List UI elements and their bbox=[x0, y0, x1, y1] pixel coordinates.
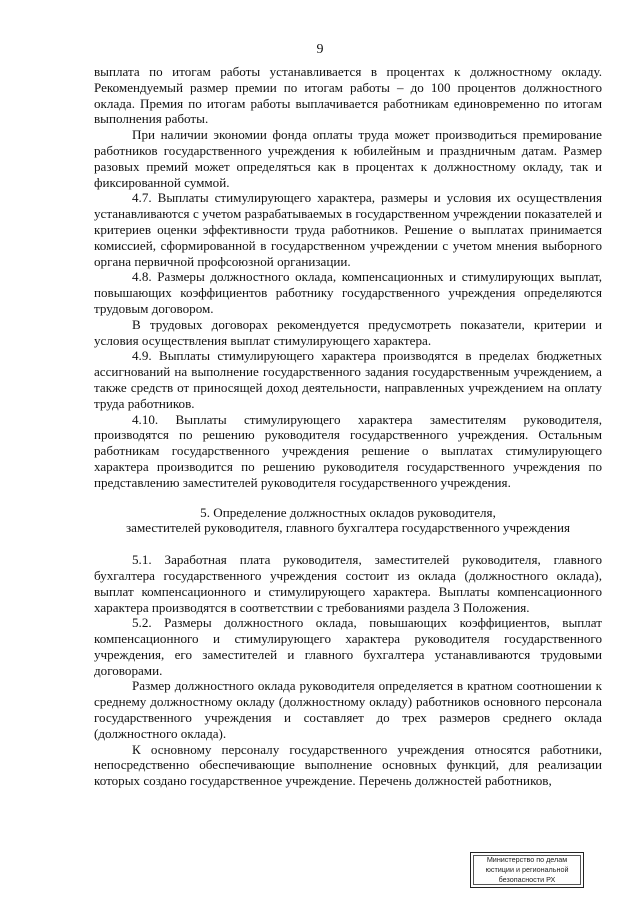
section-heading-line: 5. Определение должностных окладов руководителя, bbox=[200, 504, 496, 520]
paragraph: При наличии экономии фонда оплаты труда может производиться премирование работников государственного учреждения к юбилейным и праздничным датам. Размер разовых премий может определяться как в процентах к должностному окладу, так и фиксированной суммой. bbox=[94, 127, 602, 190]
stamp-line: юстиции и региональной bbox=[485, 865, 569, 874]
paragraph: В трудовых договорах рекомендуется предусмотреть показатели, критерии и условия осуществления выплат стимулирующего характера. bbox=[94, 316, 602, 348]
paragraph: 5.2. Размеры должностного оклада, повышающих коэффициентов, выплат компенсационного и стимулирующего характера руководителя государственного учреждения, его заместителей и главного бухгалтера устанавливаются трудовыми договорами. bbox=[94, 615, 602, 678]
ministry-stamp bbox=[470, 852, 584, 888]
paragraph: К основному персоналу государственного учреждения относятся работники, непосредственно обеспечивающие выполнение основных функций, для реализации которых создано государственное учреждение. Перечень должностей работников, bbox=[94, 741, 602, 789]
document-body bbox=[94, 64, 602, 789]
paragraph: Размер должностного оклада руководителя определяется в кратном соотношении к среднему должностному окладу (должностному окладу) работников основного персонала государственного учреждения и составляет до трех размеров среднего оклада (должностного оклада). bbox=[94, 678, 602, 741]
paragraph: 4.9. Выплаты стимулирующего характера производятся в пределах бюджетных ассигнований на выполнение государственного задания государственным учреждением, а также средств от приносящей доход деятельности, направленных учреждением на оплату труда работников. bbox=[94, 348, 602, 411]
stamp-line: Министерство по делам bbox=[486, 855, 568, 864]
paragraph: 4.8. Размеры должностного оклада, компенсационных и стимулирующих выплат, повышающих коэффициентов работнику государственного учреждения определяются трудовым договором. bbox=[94, 269, 602, 316]
section-heading bbox=[94, 505, 602, 537]
paragraph: 5.1. Заработная плата руководителя, заместителей руководителя, главного бухгалтера государственного учреждения состоит из оклада (должностного оклада), выплат компенсационного и стимулирующего характера. Выплаты компенсационного характера производятся в соответствии с требованиями раздела 3 Положения. bbox=[94, 552, 602, 615]
section-heading-line: заместителей руководителя, главного бухгалтера государственного учреждения bbox=[126, 520, 570, 536]
stamp-line: безопасности РХ bbox=[498, 875, 556, 884]
paragraph: 4.7. Выплаты стимулирующего характера, размеры и условия их осуществления устанавливаются с учетом разрабатываемых в государственном учреждении показателей и критериев оценки эффективности труда работников. Решение о выплатах принимается комиссией, сформированной в государственном учреждении с учетом мнения выборного органа первичной профсоюзной организации. bbox=[94, 190, 602, 269]
paragraph: выплата по итогам работы устанавливается в процентах к должностному окладу. Рекомендуемый размер премии по итогам работы – до 100 процентов должностного оклада. Премия по итогам работы выплачивается работникам единовременно по итогам выполнения работы. bbox=[94, 64, 602, 127]
paragraph: 4.10. Выплаты стимулирующего характера заместителям руководителя, производятся по решению руководителя государственного учреждения. Остальным работникам государственного учреждения решение о выплатах стимулирующего характера производится по решению руководителя государственного учреждения по представлению заместителей руководителя государственного учреждения. bbox=[94, 411, 602, 490]
page-number: 9 bbox=[316, 42, 324, 57]
